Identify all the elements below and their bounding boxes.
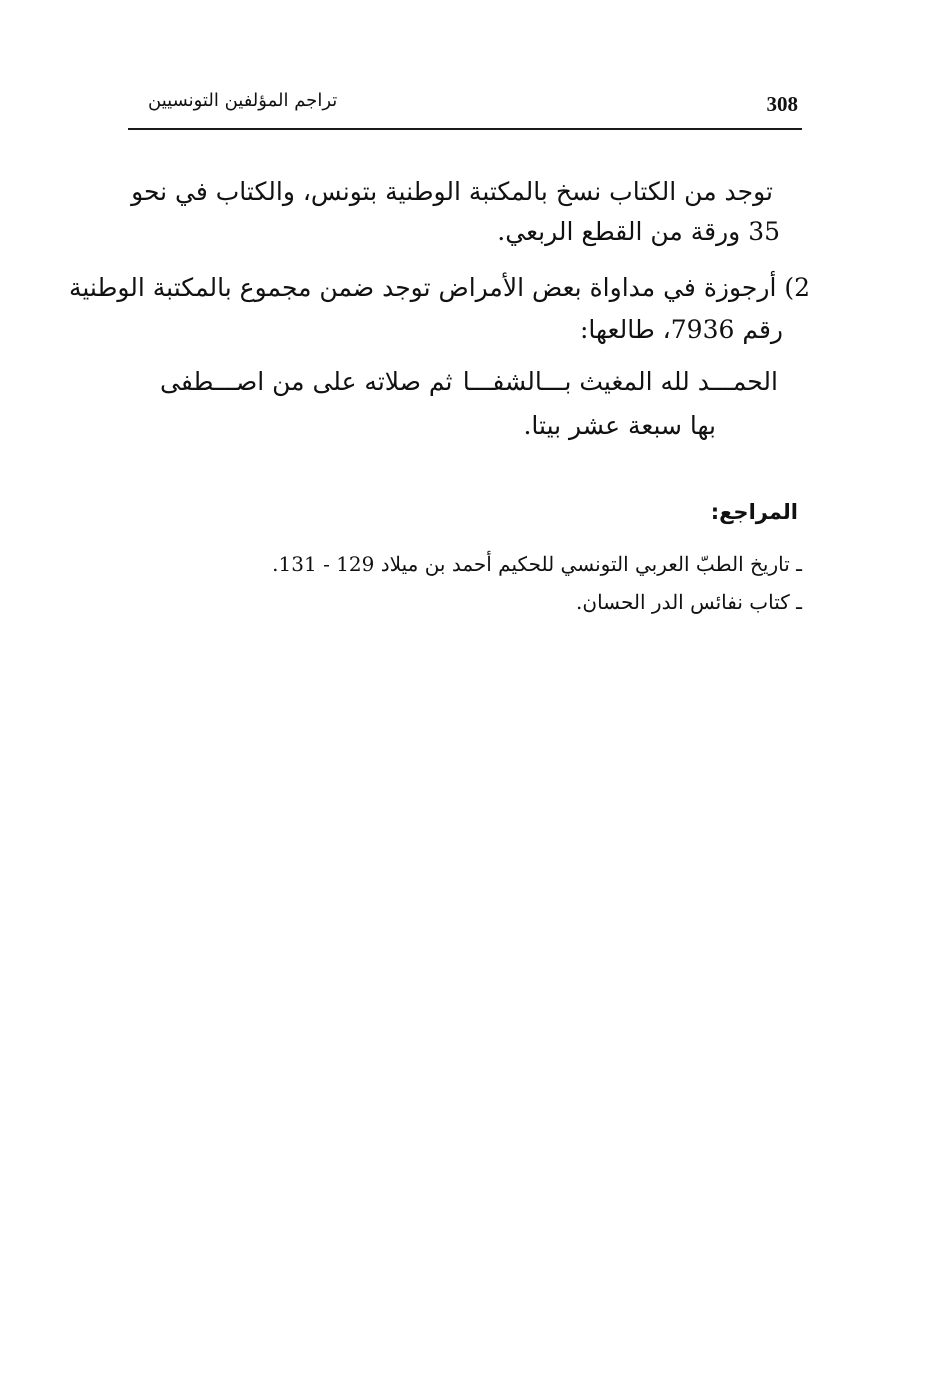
running-head xyxy=(128,88,802,130)
paragraph-line: 35 ورقة من القطع الربعي. xyxy=(497,217,780,246)
paragraph-line: توجد من الكتاب نسخ بالمكتبة الوطنية بتونس، والكتاب في نحو xyxy=(131,177,773,206)
references-heading: المراجع: xyxy=(710,500,798,524)
numbered-item-line: 2) أرجوزة في مداواة بعض الأمراض توجد ضمن مجموع بالمكتبة الوطنية xyxy=(68,273,810,302)
reference-item: ـ كتاب نفائس الدر الحسان. xyxy=(576,590,802,614)
book-title: تراجم المؤلفين التونسيين xyxy=(148,90,338,111)
reference-item: ـ تاريخ الطبّ العربي التونسي للحكيم أحمد بن ميلاد 129 - 131. xyxy=(272,552,802,576)
verse-note: بها سبعة عشر بيتا. xyxy=(523,411,716,440)
numbered-item-line: رقم 7936، طالعها: xyxy=(579,315,783,344)
verse-first-hemistich: الحمـــد لله المغيث بـــالشفـــا xyxy=(462,367,778,396)
page-number: 308 xyxy=(766,92,798,116)
verse-line xyxy=(160,358,778,406)
verse-second-hemistich: ثم صلاته على من اصـــطفى xyxy=(160,367,453,396)
